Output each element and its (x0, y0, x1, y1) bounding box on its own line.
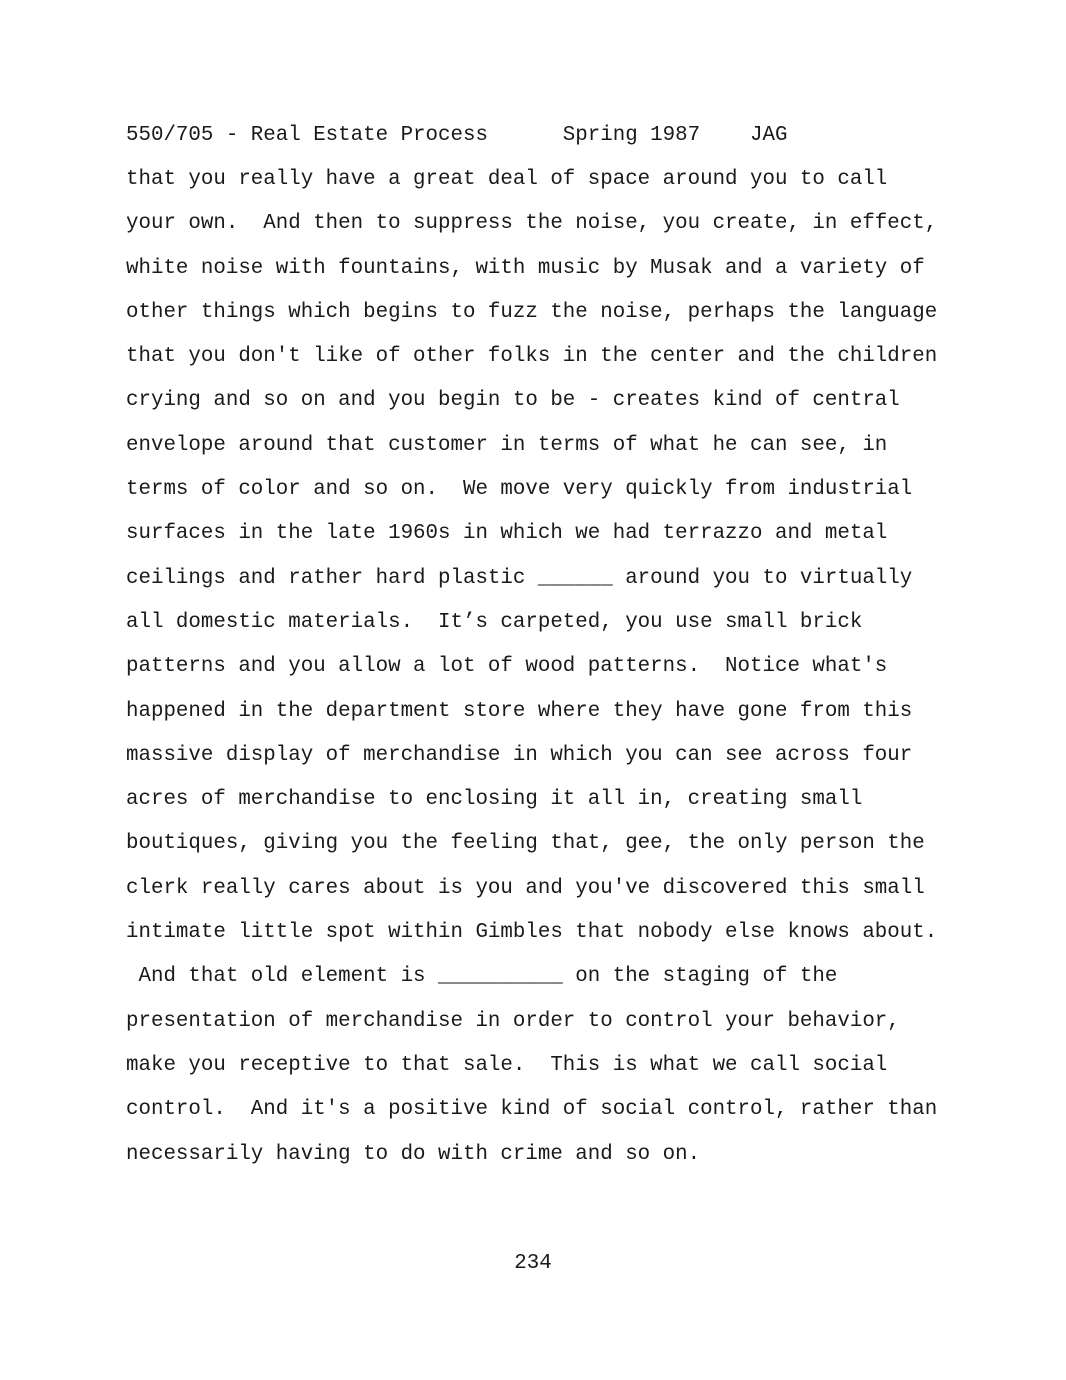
body-line: all domestic materials. It’s carpeted, you use small brick (126, 610, 863, 634)
body-line: necessarily having to do with crime and so on. (126, 1142, 701, 1166)
body-line: control. And it's a positive kind of social control, rather than (126, 1098, 938, 1122)
body-line: massive display of merchandise in which you can see across four (126, 743, 913, 767)
body-line: crying and so on and you begin to be - creates kind of central (126, 389, 900, 413)
course-header: 550/705 - Real Estate Process Spring 1987 JAG (126, 124, 788, 147)
page-number: 234 (514, 1252, 552, 1275)
body-line: white noise with fountains, with music by Musak and a variety of (126, 256, 925, 280)
body-line: boutiques, giving you the feeling that, gee, the only person the (126, 832, 925, 856)
body-line: clerk really cares about is you and you've discovered this small (126, 876, 925, 900)
body-line: acres of merchandise to enclosing it all in, creating small (126, 788, 863, 812)
body-line: intimate little spot within Gimbles that nobody else knows about. (126, 921, 938, 945)
body-line: ceilings and rather hard plastic ______ around you to virtually (126, 566, 913, 590)
body-line: your own. And then to suppress the noise, you create, in effect, (126, 212, 938, 236)
transcript-body (126, 168, 1026, 1187)
body-line: terms of color and so on. We move very quickly from industrial (126, 478, 913, 502)
body-line: And that old element is __________ on the staging of the (126, 965, 838, 989)
body-line: envelope around that customer in terms of what he can see, in (126, 433, 888, 457)
body-line: patterns and you allow a lot of wood patterns. Notice what's (126, 655, 888, 679)
body-line: surfaces in the late 1960s in which we had terrazzo and metal (126, 522, 888, 546)
body-line: happened in the department store where they have gone from this (126, 699, 913, 723)
body-line: presentation of merchandise in order to control your behavior, (126, 1009, 900, 1033)
body-line: that you really have a great deal of space around you to call (126, 168, 888, 191)
body-line: make you receptive to that sale. This is what we call social (126, 1053, 888, 1077)
body-line: that you don't like of other folks in the center and the children (126, 345, 938, 369)
body-line: other things which begins to fuzz the noise, perhaps the language (126, 300, 938, 324)
